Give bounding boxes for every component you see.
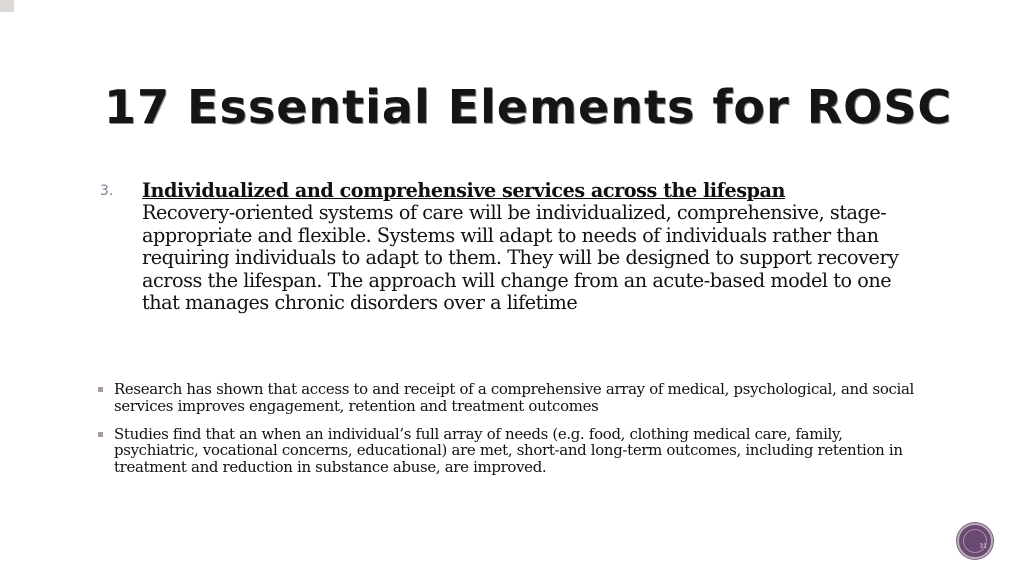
bullet-text: Studies find that an when an individual’s full array of needs (e.g. food, clothing medical care, family, psychiatric, vocational concerns, educational) are met, short-and long-term outcomes, including retention in treatment and reduction in substance abuse, are improved. xyxy=(114,424,903,477)
item-heading: Individualized and comprehensive services across the lifespan xyxy=(142,179,786,202)
item-number: 3. xyxy=(100,183,114,199)
list-item xyxy=(98,381,928,415)
numbered-item xyxy=(100,180,940,315)
bullet-text: Research has shown that access to and receipt of a comprehensive array of medical, psychological, and social services improves engagement, retention and treatment outcomes xyxy=(114,380,915,415)
square-bullet-icon xyxy=(98,387,103,392)
slide-title: 17 Essential Elements for ROSC xyxy=(104,80,953,134)
list-item xyxy=(98,426,928,476)
slide-number-button[interactable] xyxy=(957,523,993,559)
square-bullet-icon xyxy=(98,432,103,437)
page-number: 31 xyxy=(979,543,987,550)
bullet-list xyxy=(98,381,928,487)
corner-decoration xyxy=(0,0,14,12)
item-paragraph: Recovery-oriented systems of care will be individualized, comprehensive, stage-appropriate and flexible. Systems will adapt to needs of individuals rather than requiring individuals to adapt to them. They will be designed to support recovery across the lifespan. The approach will change from an acute-based model to one that manages chronic disorders over a lifetime xyxy=(142,201,899,315)
